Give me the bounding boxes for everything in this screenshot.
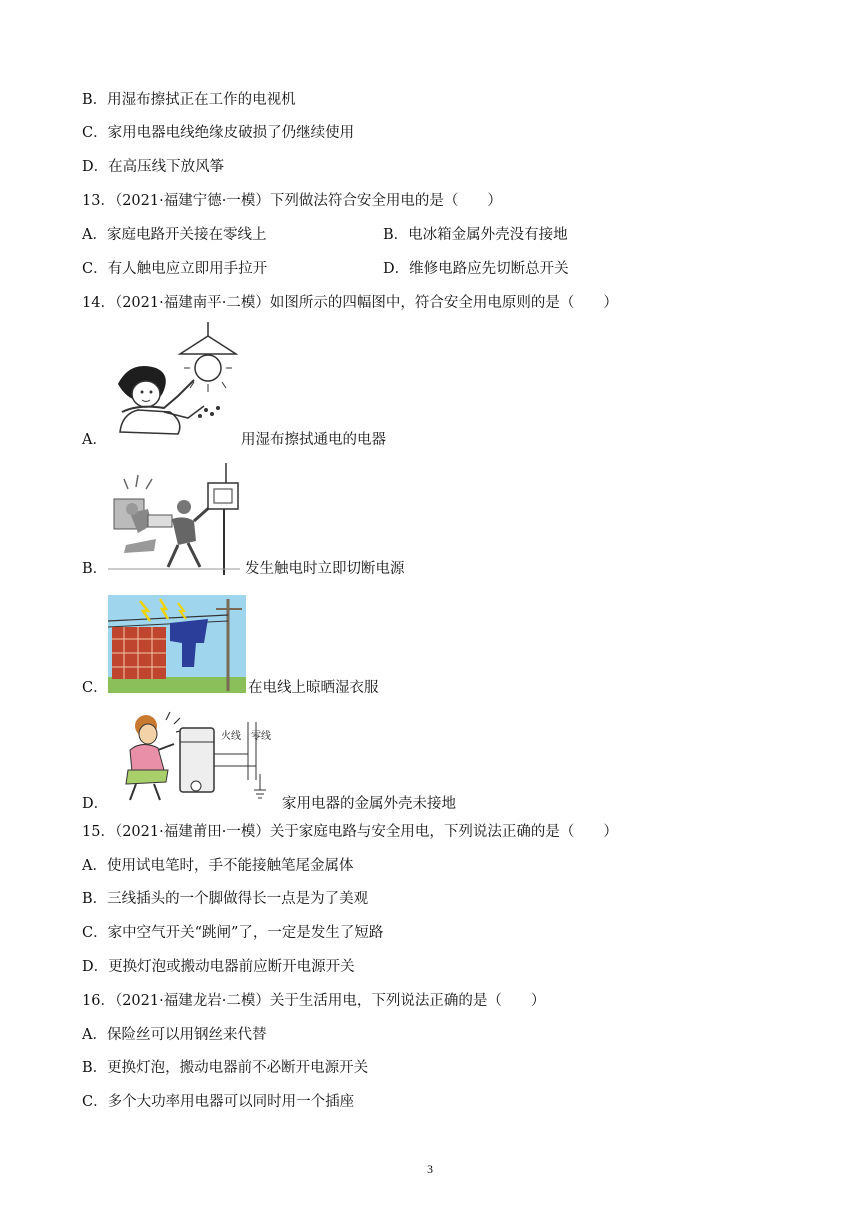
q14-option-d-letter: D． — [82, 796, 109, 812]
q12-option-b: B．用湿布擦拭正在工作的电视机 — [82, 92, 296, 108]
q15-option-d: D．更换灯泡或搬动电器前应断开电源开关 — [82, 959, 355, 975]
figure-a-wiping-lamp — [108, 322, 238, 442]
figure-d-live-label: 火线 — [221, 731, 241, 742]
q12-option-c: C．家用电器电线绝缘皮破损了仍继续使用 — [82, 125, 355, 141]
q14-option-a-letter: A． — [82, 432, 107, 448]
q16-option-c: C．多个大功率用电器可以同时用一个插座 — [82, 1094, 355, 1110]
q14-option-d-caption: 家用电器的金属外壳未接地 — [282, 796, 456, 812]
q13-option-b: B．电冰箱金属外壳没有接地 — [383, 227, 568, 243]
figure-c-clothes-on-wire — [108, 595, 246, 693]
q14-option-c-letter: C． — [82, 680, 108, 696]
q15-option-b: B．三线插头的一个脚做得长一点是为了美观 — [82, 891, 369, 907]
q13-option-a: A．家庭电路开关接在零线上 — [82, 227, 267, 243]
q16-option-b: B．更换灯泡，搬动电器前不必断开电源开关 — [82, 1060, 369, 1076]
q15-stem: 15．（2021·福建莆田·一模）关于家庭电路与安全用电，下列说法正确的是（ ） — [82, 824, 618, 840]
page-number: 3 — [427, 1162, 433, 1176]
figure-b-cut-power — [108, 463, 240, 575]
q14-option-b-letter: B． — [82, 561, 108, 577]
q13-option-c: C．有人触电应立即用手拉开 — [82, 261, 268, 277]
q15-option-c: C．家中空气开关“跳闸”了，一定是发生了短路 — [82, 925, 384, 941]
q14-option-c-caption: 在电线上晾晒湿衣服 — [248, 680, 379, 696]
q14-option-a-caption: 用湿布擦拭通电的电器 — [241, 432, 386, 448]
q15-option-a: A．使用试电笔时，手不能接触笔尾金属体 — [82, 858, 354, 874]
q16-option-a: A．保险丝可以用钢丝来代替 — [82, 1027, 267, 1043]
q12-option-d: D．在高压线下放风筝 — [82, 159, 225, 175]
figure-d-appliance-no-ground — [108, 710, 280, 806]
figure-d-neutral-label: 零线 — [251, 731, 271, 742]
q14-option-b-caption: 发生触电时立即切断电源 — [245, 561, 405, 577]
q14-stem: 14．（2021·福建南平·二模）如图所示的四幅图中，符合安全用电原则的是（ ） — [82, 295, 618, 311]
q13-option-d: D．维修电路应先切断总开关 — [383, 261, 569, 277]
q16-stem: 16．（2021·福建龙岩·二模）关于生活用电，下列说法正确的是（ ） — [82, 993, 546, 1009]
q13-stem: 13．（2021·福建宁德·一模）下列做法符合安全用电的是（ ） — [82, 193, 502, 209]
